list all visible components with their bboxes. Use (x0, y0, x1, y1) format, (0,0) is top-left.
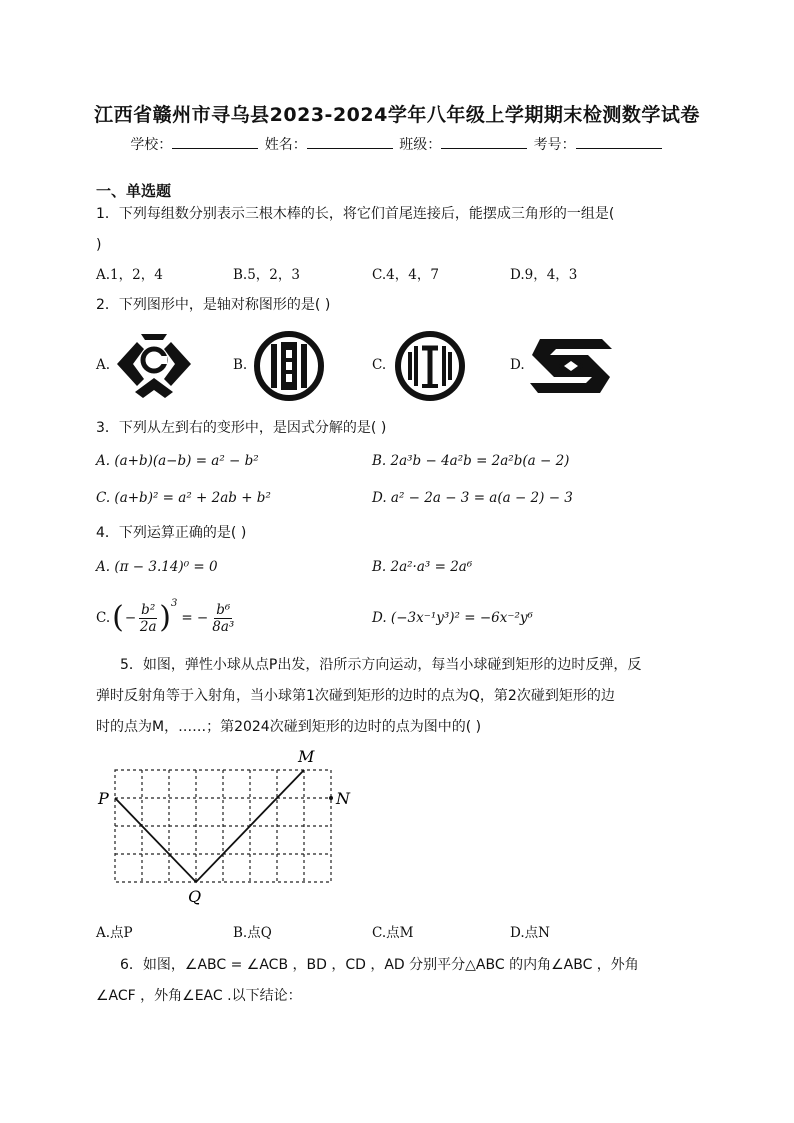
q4-option-b: B. 2a²·a³ = 2a⁶ (372, 559, 473, 575)
question-4-stem: 4．下列运算正确的是( ) (96, 525, 247, 541)
point-n-dot (329, 796, 333, 800)
student-info-line (0, 134, 794, 154)
bank-logo-c-icon (392, 328, 468, 404)
name-blank (307, 134, 393, 149)
question-5-line-1: 5．如图，弹性小球从点P出发，沿所示方向运动，每当小球碰到矩形的边时反弹，反 (120, 657, 642, 673)
class-label: 班级： (399, 137, 442, 153)
q5-option-a: A.点P (96, 925, 133, 941)
q4-c-label: C. (96, 610, 111, 626)
q4-option-d: D. (−3x⁻¹y³)² = −6x⁻²y⁶ (372, 610, 533, 626)
q2-option-b: B. (233, 357, 248, 373)
q2-option-a: A. (96, 357, 111, 373)
q5-option-d: D.点N (510, 925, 550, 941)
q1-option-d: D.9，4，3 (510, 267, 578, 283)
section-heading: 一、单选题 (96, 182, 172, 200)
q4-c-paren-close: ) (159, 600, 171, 635)
q4-c-fraction (139, 602, 157, 635)
bounce-path-figure (94, 746, 364, 908)
q4-c-result-denominator: 8a³ (212, 618, 235, 635)
number-label: 考号： (533, 137, 576, 153)
q4-c-minus: − (124, 610, 137, 626)
label-q: Q (188, 887, 202, 906)
q4-option-c (96, 596, 234, 640)
bank-logo-b-icon (253, 330, 325, 402)
question-5-line-3: 时的点为M，……；第2024次碰到矩形的边时的点为图中的( ) (96, 719, 482, 735)
q4-c-denominator: 2a (139, 618, 157, 635)
q4-c-exponent: 3 (170, 598, 178, 609)
question-1-stem: 1．下列每组数分别表示三根木棒的长，将它们首尾连接后，能摆成三角形的一组是( (96, 206, 615, 222)
question-3-stem: 3．下列从左到右的变形中，是因式分解的是( ) (96, 420, 387, 436)
q2-option-d: D. (510, 357, 525, 373)
class-blank (441, 134, 527, 149)
q1-option-a: A.1，2，4 (96, 267, 163, 283)
q4-option-a: A. (π − 3.14)⁰ = 0 (96, 559, 218, 575)
q4-c-paren-open: ( (112, 600, 124, 635)
q3-option-d: D. a² − 2a − 3 = a(a − 2) − 3 (372, 490, 573, 506)
question-5-line-2: 弹时反射角等于入射角，当小球第1次碰到矩形的边时的点为Q，第2次碰到矩形的边 (96, 688, 615, 704)
page-title: 江西省赣州市寻乌县2023-2024学年八年级上学期期末检测数学试卷 (94, 104, 700, 126)
q3-option-b: B. 2a³b − 4a²b = 2a²b(a − 2) (372, 453, 570, 469)
ball-path-line (115, 770, 304, 882)
question-6-line-2: ∠ACF ，外角∠EAC .以下结论： (96, 988, 302, 1004)
q4-c-equals: = − (181, 610, 209, 626)
label-p: P (98, 789, 109, 808)
question-6-line-1: 6．如图，∠ABC = ∠ACB ，BD ，CD ，AD 分别平分△ABC 的内角∠ABC ，外角 (120, 957, 639, 973)
q4-c-result-numerator: b⁶ (216, 601, 231, 618)
school-blank (172, 134, 258, 149)
number-blank (576, 134, 662, 149)
q2-option-c: C. (372, 357, 387, 373)
label-n: N (336, 789, 350, 808)
bank-logo-d-icon (528, 335, 614, 397)
label-m: M (298, 747, 315, 766)
bank-logo-a-icon (113, 328, 195, 400)
school-label: 学校： (130, 137, 173, 153)
q3-option-a: A. (a+b)(a−b) = a² − b² (96, 453, 259, 469)
q5-option-c: C.点M (372, 925, 414, 941)
question-1-stem-end: ) (96, 237, 102, 253)
q4-c-result-fraction (212, 602, 234, 635)
name-label: 姓名： (264, 137, 307, 153)
q1-option-c: C.4，4，7 (372, 267, 439, 283)
q5-option-b: B.点Q (233, 925, 272, 941)
q3-option-c: C. (a+b)² = a² + 2ab + b² (96, 490, 271, 506)
q4-c-numerator: b² (141, 601, 156, 618)
question-2-stem: 2．下列图形中，是轴对称图形的是( ) (96, 297, 331, 313)
q1-option-b: B.5，2，3 (233, 267, 300, 283)
